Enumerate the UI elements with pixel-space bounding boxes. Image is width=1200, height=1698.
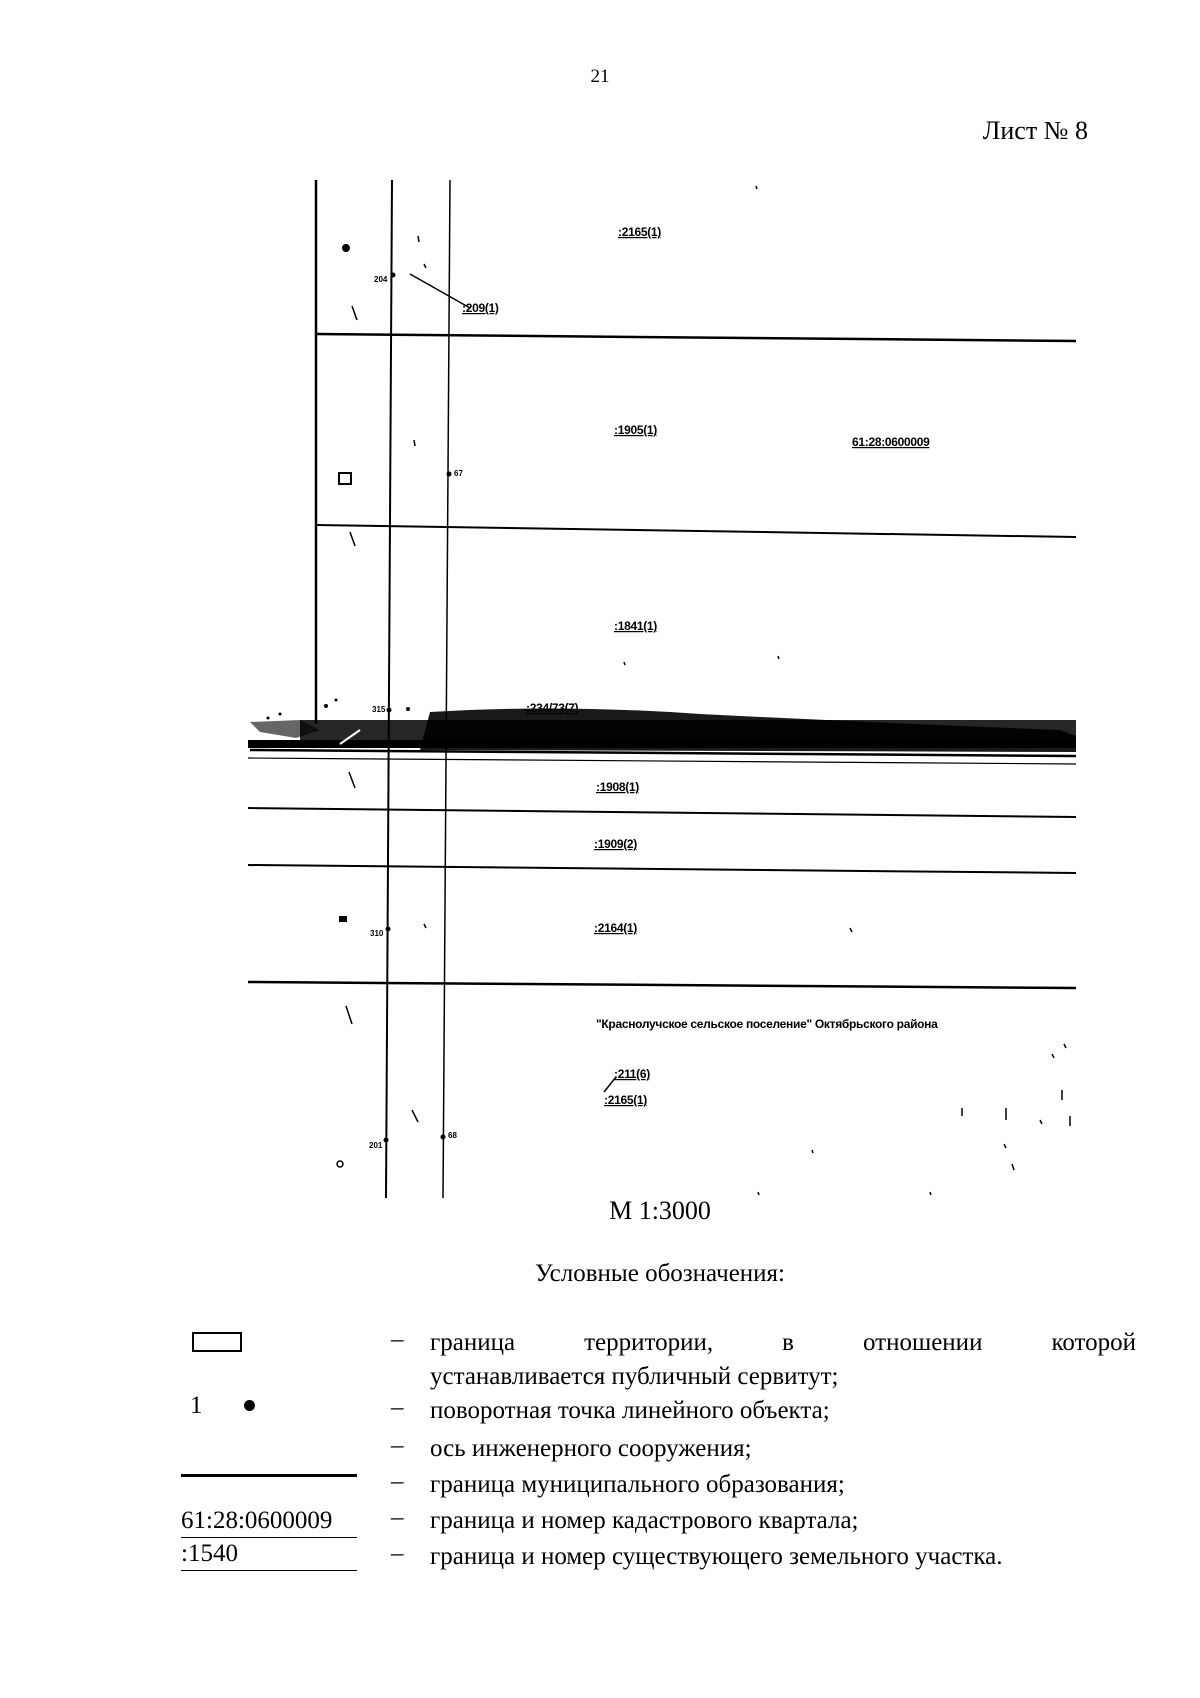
- axis-line-2: [443, 180, 450, 1198]
- legend-title: Условные обозначения:: [534, 1260, 786, 1287]
- point-label: 201: [369, 1141, 383, 1150]
- map-dot: [342, 244, 350, 252]
- legend-text: устанавливается публичный сервитут;: [430, 1363, 839, 1390]
- parcel-boundary: [316, 525, 1076, 537]
- parcel-label: :1909(2): [594, 837, 637, 851]
- parcel-boundary: [248, 865, 1076, 873]
- legend-symbol-point-dot: [244, 1400, 255, 1411]
- legend-text: граница и номер существующего земельного участка.: [430, 1543, 1003, 1570]
- map-filled-square: [339, 916, 347, 922]
- turning-point: [441, 1135, 446, 1140]
- parcel-label: :1841(1): [614, 619, 657, 633]
- map-scale: М 1:3000: [609, 1196, 711, 1225]
- parcel-label: :211(6): [614, 1067, 650, 1081]
- legend-parcel-example: :1540: [181, 1538, 357, 1571]
- turning-point: [391, 273, 396, 278]
- parcel-boundary: [316, 334, 1076, 341]
- parcel-label: :2165(1): [618, 225, 661, 239]
- legend-dash: –: [391, 1540, 404, 1567]
- legend-dash: –: [391, 1394, 404, 1421]
- map-dot: [406, 707, 410, 711]
- page-number: 21: [590, 66, 610, 87]
- legend-symbol-municipal-line: [181, 1474, 357, 1477]
- turning-point: [386, 927, 391, 932]
- legend-symbol-easement-rect: [192, 1332, 242, 1352]
- turning-point: [384, 1138, 389, 1143]
- legend-cad-quarter-example: 61:28:0600009: [181, 1505, 357, 1538]
- point-label: 68: [448, 1131, 457, 1140]
- turning-point: [387, 708, 392, 713]
- leader-line: [410, 274, 470, 308]
- legend-text: граница и номер кадастрового квартала;: [430, 1507, 859, 1534]
- quarter-label: 61:28:0600009: [852, 435, 930, 449]
- legend-text: граница территории, в отношении которой: [430, 1329, 1136, 1356]
- parcel-boundary: [248, 808, 1076, 817]
- point-label: 67: [454, 469, 463, 478]
- parcel-label: :209(1): [462, 301, 499, 315]
- legend-text: ось инженерного сооружения;: [430, 1435, 752, 1462]
- point-label: 310: [370, 929, 384, 938]
- parcel-label: :234/73(7): [526, 701, 579, 715]
- legend-text: поворотная точка линейного объекта;: [430, 1397, 830, 1424]
- axis-line-1: [386, 180, 392, 1198]
- turning-point: [447, 472, 452, 477]
- legend-symbol-cadastral: [181, 1505, 357, 1571]
- point-label: 204: [374, 275, 388, 284]
- map-square: [339, 473, 351, 484]
- legend-dash: –: [391, 1326, 404, 1353]
- settlement-label: "Краснолучское сельское поселение" Октябрьского района: [596, 1017, 938, 1031]
- parcel-label: :1908(1): [596, 780, 639, 794]
- map-circle: [337, 1161, 343, 1167]
- parcel-label: :1905(1): [614, 423, 657, 437]
- parcel-label: :2164(1): [594, 921, 637, 935]
- point-label: 315: [372, 705, 386, 714]
- sheet-label: Лист № 8: [982, 116, 1088, 145]
- legend-dash: –: [391, 1468, 404, 1495]
- parcel-label: :2165(1): [604, 1093, 647, 1107]
- legend-text: граница муниципального образования;: [430, 1471, 845, 1498]
- legend-symbol-point-number: 1: [190, 1392, 203, 1419]
- legend-dash: –: [391, 1432, 404, 1459]
- parcel-boundary: [248, 982, 1076, 988]
- legend-dash: –: [391, 1504, 404, 1531]
